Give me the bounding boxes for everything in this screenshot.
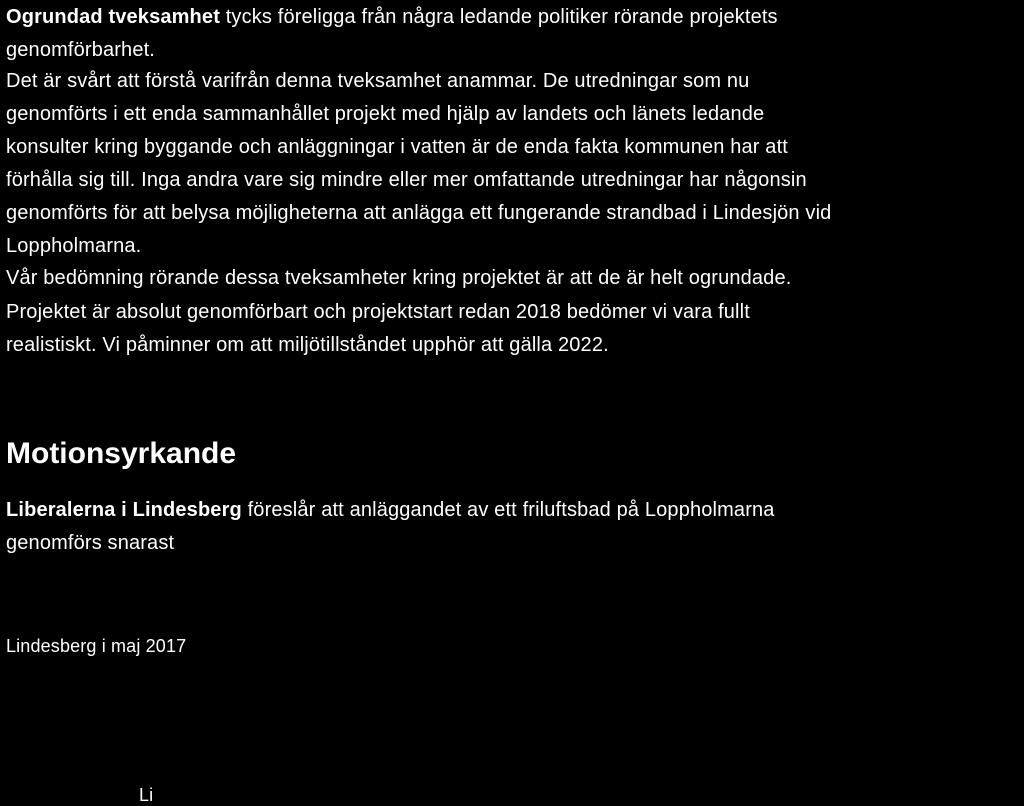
- motion-line-1-text: föreslår att anläggandet av ett friluftsbad på Loppholmarna: [241, 499, 775, 521]
- bold-lead-text: Ogrundad tveksamhet: [6, 6, 221, 28]
- paragraph-3-line-3: realistiskt. Vi påminner om att miljötillståndet upphör att gälla 2022.: [6, 334, 609, 356]
- signature-fragment: Li: [139, 785, 154, 805]
- paragraph-2-line-3: konsulter kring byggande och anläggningar i vatten är de enda fakta kommunen har att: [6, 136, 788, 158]
- paragraph-2-line-1: Det är svårt att förstå varifrån denna tveksamhet anammar. De utredningar som nu: [6, 70, 750, 92]
- paragraph-2-line-2: genomförts i ett enda sammanhållet projekt med hjälp av landets och länets ledande: [6, 103, 765, 125]
- place-date: Lindesberg i maj 2017: [6, 636, 187, 656]
- section-heading: Motionsyrkande: [6, 437, 237, 470]
- motion-line-1: [6, 498, 775, 522]
- paragraph-3-line-2: Projektet är absolut genomförbart och projektstart redan 2018 bedömer vi vara fullt: [6, 301, 750, 323]
- paragraph-1-line-2: genomförbarhet.: [6, 39, 156, 61]
- motion-bold-lead: Liberalerna i Lindesberg: [6, 499, 242, 521]
- motion-line-2: genomförs snarast: [6, 532, 175, 554]
- paragraph-2-line-5: genomförts för att belysa möjligheterna att anlägga ett fungerande strandbad i Lindesjön vid: [6, 202, 832, 224]
- paragraph-1-line-1: [6, 5, 778, 29]
- paragraph-3-line-1: Vår bedömning rörande dessa tveksamheter kring projektet är att de är helt ogrundade.: [6, 267, 792, 289]
- paragraph-1-line-1-text: tycks föreligga från några ledande politiker rörande projektets: [220, 6, 778, 28]
- paragraph-2-line-6: Loppholmarna.: [6, 235, 142, 257]
- paragraph-2-line-4: förhålla sig till. Inga andra vare sig mindre eller mer omfattande utredningar har någonsin: [6, 169, 807, 191]
